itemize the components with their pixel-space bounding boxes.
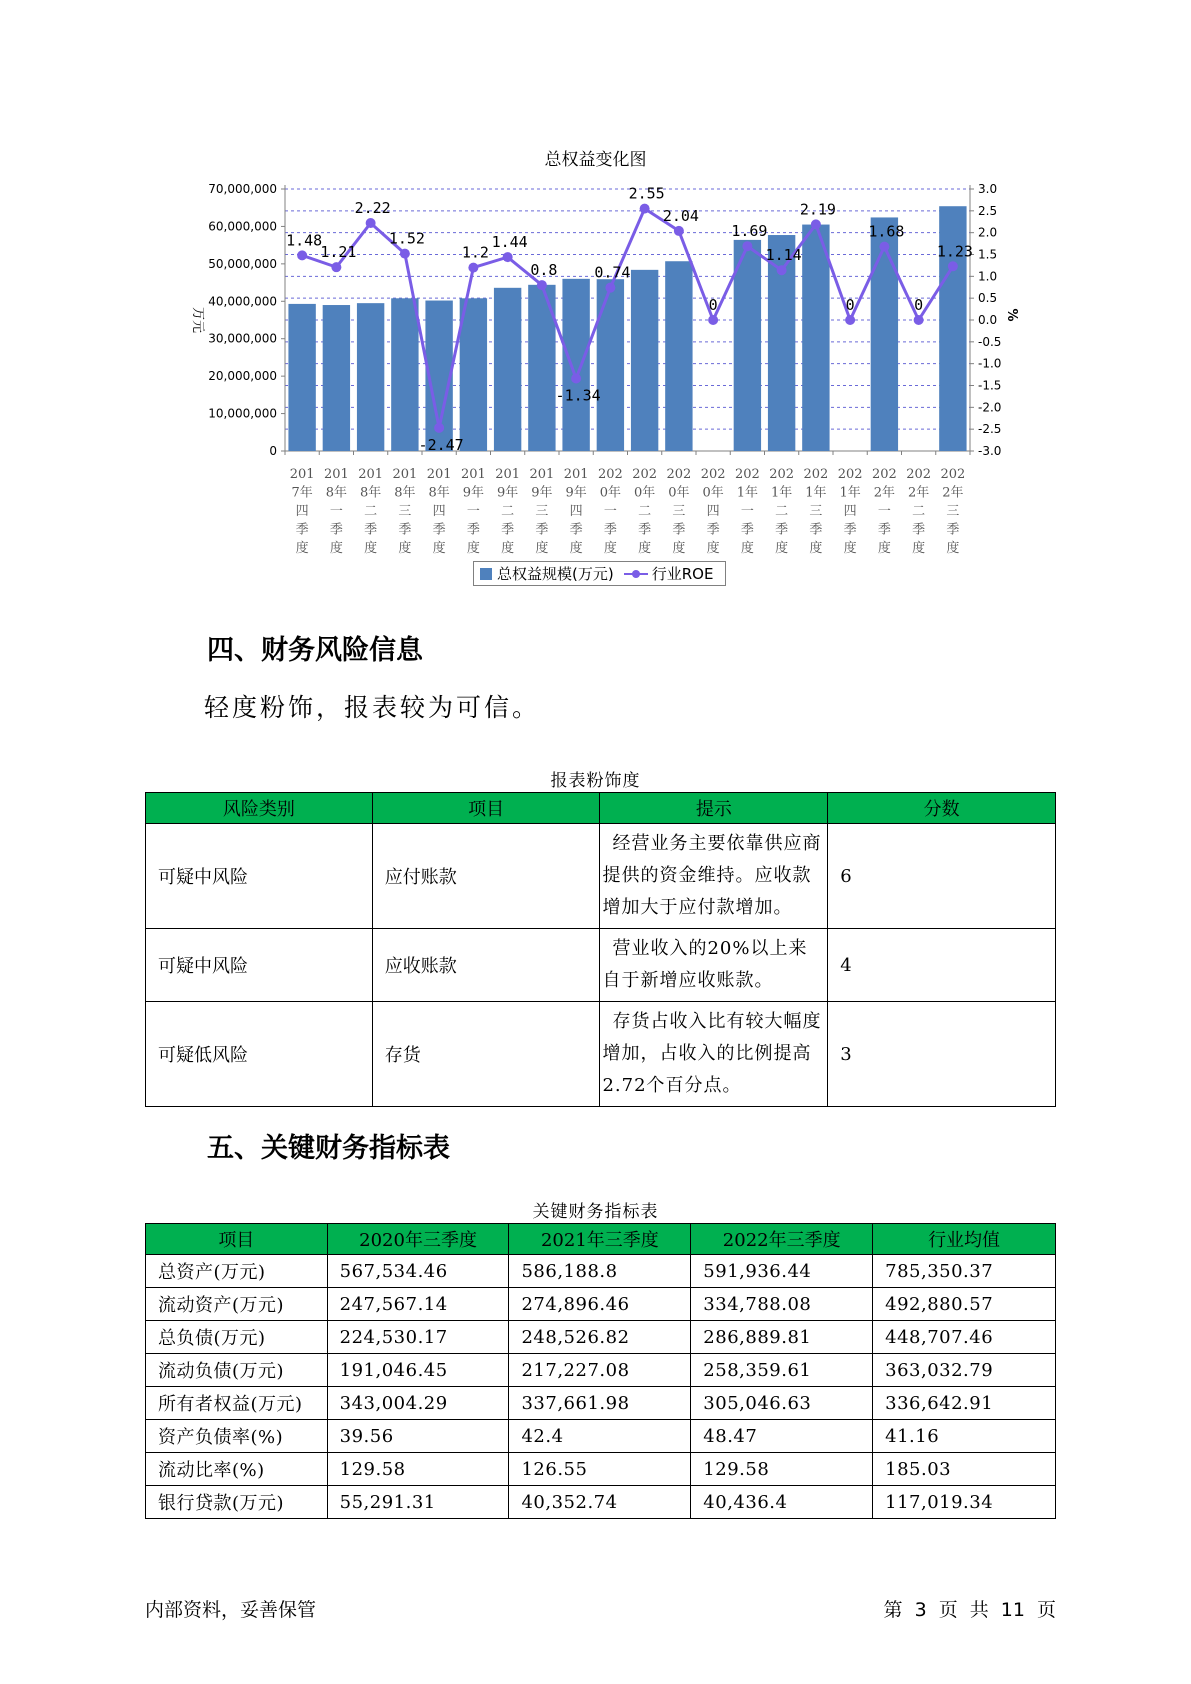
risk-hint: 营业收入的20%以上来自于新增应收账款。 <box>600 929 828 1002</box>
x-category-label: 二 <box>364 504 378 519</box>
kpi-value: 40,436.4 <box>691 1486 873 1519</box>
x-category-label: 三 <box>398 504 412 519</box>
roe-point <box>605 283 615 293</box>
table-row <box>146 1387 1056 1420</box>
x-category-label: 202 <box>871 467 897 482</box>
kpi-value: 42.4 <box>509 1420 691 1453</box>
x-category-label: 一 <box>740 504 754 519</box>
x-category-label: 9年 <box>531 485 553 501</box>
bar <box>871 217 898 451</box>
y-tick-label: 50,000,000 <box>208 256 277 271</box>
x-category-label: 1年 <box>770 485 793 501</box>
table-row <box>146 1002 1056 1107</box>
roe-data-label: 1.68 <box>868 222 905 241</box>
roe-point <box>948 261 958 271</box>
x-category-label: 202 <box>769 467 795 482</box>
legend-bar-swatch <box>480 568 492 580</box>
x-category-label: 季 <box>535 522 549 538</box>
roe-data-label: 2.04 <box>662 206 699 225</box>
x-category-label: 1年 <box>736 485 759 501</box>
x-category-label: 季 <box>946 522 960 538</box>
y-tick-label: 40,000,000 <box>208 294 277 309</box>
roe-data-label: 1.23 <box>936 242 973 261</box>
y-tick-label: 30,000,000 <box>208 331 277 346</box>
risk-table-caption: 报表粉饰度 <box>550 771 641 791</box>
x-category-label: 201 <box>323 467 349 482</box>
x-category-label: 一 <box>603 504 617 519</box>
kpi-value: 586,188.8 <box>509 1255 691 1288</box>
section4-heading: 四、财务风险信息 <box>207 635 423 666</box>
risk-table-header <box>146 793 1056 824</box>
chart-title: 总权益变化图 <box>544 150 647 170</box>
equity-chart <box>0 0 1191 600</box>
kpi-table <box>145 1223 1056 1519</box>
risk-item: 应收账款 <box>372 929 600 1002</box>
kpi-value: 217,227.08 <box>509 1354 691 1387</box>
x-category-label: 0年 <box>633 485 656 501</box>
x-category-label: 度 <box>912 541 926 556</box>
kpi-value: 129.58 <box>327 1453 509 1486</box>
x-category-label: 度 <box>466 541 480 556</box>
x-category-label: 度 <box>501 541 515 556</box>
roe-data-label: 0 <box>845 296 855 314</box>
y2-axis-title: % <box>1004 308 1019 322</box>
x-category-label: 度 <box>706 541 720 556</box>
x-category-label: 季 <box>432 522 446 538</box>
x-category-label: 0年 <box>668 485 690 501</box>
x-category-label: 度 <box>946 541 960 556</box>
bar <box>288 304 315 451</box>
x-category-label: 三 <box>535 504 549 519</box>
roe-point <box>468 263 478 273</box>
bar <box>631 270 658 451</box>
kpi-value: 129.58 <box>691 1453 873 1486</box>
x-category-label: 季 <box>638 522 652 538</box>
roe-point <box>777 265 787 275</box>
risk-item: 存货 <box>372 1002 600 1107</box>
roe-point <box>640 204 650 214</box>
roe-data-label: 0.8 <box>530 261 558 280</box>
x-category-label: 四 <box>432 504 446 519</box>
x-category-label: 度 <box>638 541 652 556</box>
x-category-label: 202 <box>632 467 658 482</box>
x-category-label: 季 <box>603 522 617 538</box>
y-tick-label: 0 <box>269 444 277 458</box>
bar <box>494 288 521 451</box>
kpi-label: 资产负债率(%) <box>146 1420 328 1453</box>
section4-summary: 轻度粉饰，报表较为可信。 <box>204 693 541 722</box>
x-category-label: 度 <box>329 541 343 556</box>
x-category-label: 季 <box>843 522 857 538</box>
risk-hint: 存货占收入比有较大幅度增加，占收入的比例提高2.72个百分点。 <box>600 1002 828 1107</box>
y2-tick-label: 1.0 <box>978 269 998 284</box>
roe-data-label: 1.52 <box>388 229 425 248</box>
x-category-label: 度 <box>535 541 549 556</box>
bar <box>665 261 692 451</box>
x-category-label: 度 <box>364 541 378 556</box>
roe-point <box>879 242 889 252</box>
y2-tick-label: -3.0 <box>978 444 1002 458</box>
x-category-label: 8年 <box>394 485 416 501</box>
x-category-label: 季 <box>809 522 823 538</box>
bar <box>562 279 589 451</box>
roe-data-label: 0 <box>914 296 924 314</box>
table-row <box>146 1255 1056 1288</box>
roe-point <box>331 262 341 272</box>
risk-score: 6 <box>828 824 1056 929</box>
x-category-label: 一 <box>329 504 343 519</box>
bar <box>802 225 829 451</box>
y2-tick-label: -1.5 <box>978 378 1002 393</box>
kpi-value: 185.03 <box>873 1453 1056 1486</box>
kpi-label: 总负债(万元) <box>146 1321 328 1354</box>
x-category-label: 二 <box>501 504 515 519</box>
x-category-label: 202 <box>803 467 829 482</box>
x-category-label: 1年 <box>839 485 861 501</box>
x-category-label: 三 <box>672 504 686 519</box>
roe-point <box>914 315 924 325</box>
header-cell: 分数 <box>828 793 1056 824</box>
x-category-label: 季 <box>295 522 309 538</box>
kpi-value: 224,530.17 <box>327 1321 509 1354</box>
x-category-label: 9年 <box>462 485 485 501</box>
kpi-value: 305,046.63 <box>691 1387 873 1420</box>
roe-data-label: 2.55 <box>628 184 665 203</box>
kpi-table-body <box>146 1255 1056 1519</box>
roe-point <box>434 423 444 433</box>
kpi-value: 191,046.45 <box>327 1354 509 1387</box>
roe-point <box>366 218 376 228</box>
kpi-value: 55,291.31 <box>327 1486 509 1519</box>
x-category-label: 度 <box>295 541 309 556</box>
x-category-label: 度 <box>775 541 789 556</box>
risk-category: 可疑中风险 <box>146 929 373 1002</box>
x-category-label: 度 <box>569 541 583 556</box>
footer-confidential: 内部资料，妥善保管 <box>145 1599 317 1621</box>
table-row <box>146 824 1056 929</box>
kpi-value: 258,359.61 <box>691 1354 873 1387</box>
x-category-label: 季 <box>740 522 754 538</box>
header-cell: 2021年三季度 <box>509 1224 691 1255</box>
kpi-table-header <box>146 1224 1056 1255</box>
table-row <box>146 1420 1056 1453</box>
y2-tick-label: -0.5 <box>978 334 1002 349</box>
header-cell: 项目 <box>146 1224 328 1255</box>
x-category-label: 2年 <box>873 485 896 501</box>
table-row <box>146 929 1056 1002</box>
roe-data-label: 1.48 <box>286 231 323 250</box>
kpi-value: 448,707.46 <box>873 1321 1056 1354</box>
risk-category: 可疑低风险 <box>146 1002 373 1107</box>
table-row <box>146 1321 1056 1354</box>
x-category-label: 2年 <box>942 485 964 501</box>
x-category-label: 季 <box>775 522 789 538</box>
roe-point <box>845 315 855 325</box>
risk-hint: 经营业务主要依靠供应商提供的资金维持。应收款增加大于应付款增加。 <box>600 824 828 929</box>
footer-page-number: 第 3 页 共 11 页 <box>883 1599 1056 1621</box>
x-category-label: 202 <box>666 467 692 482</box>
kpi-value: 343,004.29 <box>327 1387 509 1420</box>
kpi-value: 126.55 <box>509 1453 691 1486</box>
kpi-label: 银行贷款(万元) <box>146 1486 328 1519</box>
x-category-label: 0年 <box>702 485 724 501</box>
bar <box>391 298 418 451</box>
y2-tick-label: 0.0 <box>978 313 998 327</box>
legend-bar-label: 总权益规模(万元) <box>497 565 614 583</box>
header-cell: 行业均值 <box>873 1224 1056 1255</box>
y-axis-title: 万元 <box>190 306 205 334</box>
x-category-label: 201 <box>495 467 521 482</box>
roe-data-label: 1.2 <box>461 243 489 262</box>
roe-data-label: 1.69 <box>731 222 768 241</box>
section5-heading: 五、关键财务指标表 <box>207 1133 450 1164</box>
roe-data-label: -1.34 <box>555 386 601 405</box>
header-cell: 2020年三季度 <box>327 1224 509 1255</box>
roe-data-label: 1.14 <box>765 246 802 265</box>
roe-data-label: 2.22 <box>354 199 391 218</box>
y-tick-label: 60,000,000 <box>208 219 277 234</box>
x-category-label: 8年 <box>325 485 348 501</box>
x-category-label: 季 <box>569 522 583 538</box>
risk-table <box>145 792 1056 1107</box>
roe-point <box>503 252 513 262</box>
x-category-label: 二 <box>912 504 926 519</box>
legend-line-label: 行业ROE <box>651 565 714 583</box>
roe-point <box>708 315 718 325</box>
x-category-label: 度 <box>809 541 823 556</box>
roe-point <box>571 374 581 384</box>
kpi-value: 785,350.37 <box>873 1255 1056 1288</box>
y2-tick-label: 1.5 <box>978 247 998 262</box>
x-category-label: 季 <box>398 522 412 538</box>
x-category-label: 202 <box>700 467 726 482</box>
x-category-label: 四 <box>295 504 309 519</box>
x-category-label: 季 <box>877 522 891 538</box>
roe-point <box>297 250 307 260</box>
table-row <box>146 1354 1056 1387</box>
x-category-label: 201 <box>358 467 384 482</box>
x-category-label: 8年 <box>359 485 382 501</box>
x-category-label: 一 <box>466 504 480 519</box>
x-category-label: 度 <box>432 541 446 556</box>
kpi-label: 总资产(万元) <box>146 1255 328 1288</box>
y-tick-label: 70,000,000 <box>208 182 277 196</box>
roe-point <box>537 280 547 290</box>
y-tick-label: 10,000,000 <box>208 406 277 421</box>
risk-score: 3 <box>828 1002 1056 1107</box>
y2-tick-label: 2.5 <box>978 203 998 218</box>
kpi-value: 39.56 <box>327 1420 509 1453</box>
x-category-label: 9年 <box>496 485 519 501</box>
kpi-value: 48.47 <box>691 1420 873 1453</box>
kpi-value: 247,567.14 <box>327 1288 509 1321</box>
header-cell: 提示 <box>600 793 828 824</box>
x-category-label: 度 <box>843 541 857 556</box>
x-category-label: 四 <box>843 504 857 519</box>
x-category-label: 202 <box>837 467 863 482</box>
x-category-label: 季 <box>466 522 480 538</box>
kpi-label: 流动资产(万元) <box>146 1288 328 1321</box>
y2-tick-label: 2.0 <box>978 225 998 240</box>
x-category-label: 三 <box>809 504 823 519</box>
kpi-table-caption: 关键财务指标表 <box>532 1202 659 1222</box>
x-category-label: 二 <box>638 504 652 519</box>
kpi-value: 41.16 <box>873 1420 1056 1453</box>
kpi-value: 492,880.57 <box>873 1288 1056 1321</box>
x-category-label: 度 <box>398 541 412 556</box>
roe-point <box>742 241 752 251</box>
roe-data-label: 0.74 <box>594 263 631 282</box>
kpi-value: 274,896.46 <box>509 1288 691 1321</box>
x-category-label: 四 <box>706 504 720 519</box>
x-category-label: 201 <box>529 467 555 482</box>
kpi-value: 248,526.82 <box>509 1321 691 1354</box>
x-category-label: 季 <box>501 522 515 538</box>
x-category-label: 二 <box>775 504 789 519</box>
table-row <box>146 1486 1056 1519</box>
x-category-label: 季 <box>706 522 720 538</box>
bar <box>460 298 487 451</box>
risk-item: 应付账款 <box>372 824 600 929</box>
x-category-label: 一 <box>877 504 891 519</box>
roe-point <box>811 219 821 229</box>
x-category-label: 201 <box>563 467 589 482</box>
kpi-label: 流动负债(万元) <box>146 1354 328 1387</box>
x-category-label: 8年 <box>428 485 450 501</box>
kpi-label: 流动比率(%) <box>146 1453 328 1486</box>
kpi-label: 所有者权益(万元) <box>146 1387 328 1420</box>
y2-tick-label: 0.5 <box>978 291 998 306</box>
x-category-label: 季 <box>329 522 343 538</box>
x-category-label: 季 <box>364 522 378 538</box>
x-category-label: 201 <box>460 467 486 482</box>
roe-data-label: 1.44 <box>491 233 528 252</box>
bar <box>734 240 761 451</box>
roe-data-label: 1.21 <box>320 243 357 262</box>
x-category-label: 度 <box>740 541 754 556</box>
x-category-label: 202 <box>597 467 623 482</box>
x-category-label: 0年 <box>599 485 622 501</box>
y2-tick-label: -2.0 <box>978 400 1002 415</box>
kpi-value: 40,352.74 <box>509 1486 691 1519</box>
x-category-label: 9年 <box>565 485 587 501</box>
x-category-label: 7年 <box>291 485 313 501</box>
roe-data-label: 0 <box>708 296 718 314</box>
roe-data-label: -2.47 <box>418 435 464 454</box>
kpi-value: 567,534.46 <box>327 1255 509 1288</box>
x-category-label: 202 <box>906 467 932 482</box>
bar <box>323 305 350 451</box>
kpi-value: 363,032.79 <box>873 1354 1056 1387</box>
kpi-value: 334,788.08 <box>691 1288 873 1321</box>
x-category-label: 季 <box>912 522 926 538</box>
chart-canvas <box>0 0 1191 600</box>
x-category-label: 度 <box>877 541 891 556</box>
bar <box>357 303 384 451</box>
x-category-label: 三 <box>946 504 960 519</box>
risk-score: 4 <box>828 929 1056 1002</box>
kpi-value: 337,661.98 <box>509 1387 691 1420</box>
x-category-label: 202 <box>940 467 966 482</box>
roe-point <box>400 249 410 259</box>
x-category-label: 201 <box>392 467 418 482</box>
kpi-value: 286,889.81 <box>691 1321 873 1354</box>
chart-legend <box>473 561 726 586</box>
y2-tick-label: -1.0 <box>978 356 1002 371</box>
y2-tick-label: -2.5 <box>978 422 1002 437</box>
x-category-label: 2年 <box>907 485 930 501</box>
bar <box>597 279 624 451</box>
table-row <box>146 1288 1056 1321</box>
kpi-value: 591,936.44 <box>691 1255 873 1288</box>
kpi-value: 336,642.91 <box>873 1387 1056 1420</box>
x-category-label: 四 <box>569 504 583 519</box>
y2-tick-label: 3.0 <box>978 182 998 196</box>
header-cell: 2022年三季度 <box>691 1224 873 1255</box>
x-category-label: 度 <box>672 541 686 556</box>
x-category-label: 季 <box>672 522 686 538</box>
header-cell: 风险类别 <box>146 793 373 824</box>
roe-point <box>674 226 684 236</box>
header-cell: 项目 <box>372 793 600 824</box>
table-row <box>146 1453 1056 1486</box>
x-category-label: 度 <box>603 541 617 556</box>
roe-data-label: 2.19 <box>799 200 836 219</box>
x-category-label: 201 <box>426 467 452 482</box>
y-tick-label: 20,000,000 <box>208 369 277 384</box>
x-category-label: 202 <box>734 467 760 482</box>
x-category-label: 201 <box>289 467 315 482</box>
risk-category: 可疑中风险 <box>146 824 373 929</box>
kpi-value: 117,019.34 <box>873 1486 1056 1519</box>
x-category-label: 1年 <box>805 485 827 501</box>
legend-line-swatch <box>624 568 648 580</box>
